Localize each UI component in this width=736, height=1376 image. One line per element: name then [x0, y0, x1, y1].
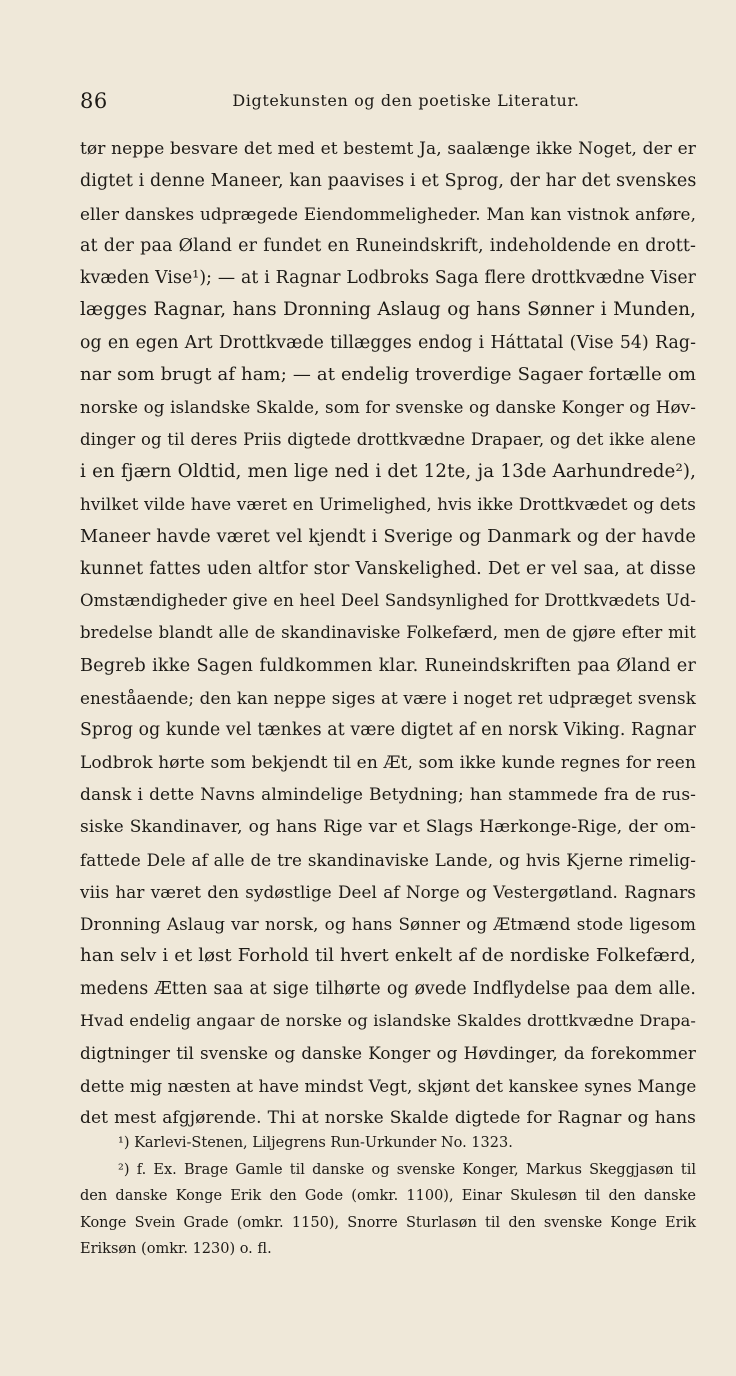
- text-line: digtninger til svenske og danske Konger og Høvdinger, da forekommer: [80, 1043, 696, 1064]
- page-number: 86: [80, 89, 108, 113]
- text-line: tør neppe besvare det med et bestemt Ja, saalænge ikke Noget, der er: [80, 139, 696, 159]
- text-line: fattede Dele af alle de tre skandinaviske Lande, og hvis Kjerne rimelig-: [80, 849, 696, 870]
- text-line: kvæden Vise¹); — at i Ragnar Lodbroks Saga flere drottkvædne Viser: [80, 268, 696, 289]
- text-line: norske og islandske Skalde, som for svenske og danske Konger og Høv-: [80, 397, 696, 418]
- text-line: eneståaende; den kan neppe siges at være i noget ret udpræget svensk: [80, 688, 696, 709]
- body-text: [80, 133, 696, 1134]
- text-line: hvilket vilde have været en Urimelighed, hvis ikke Drottkvædet og dets: [80, 494, 696, 515]
- text-line: medens Ætten saa at sige tilhørte og øvede Indflydelse paa dem alle.: [80, 978, 696, 999]
- text-line: nar som brugt af ham; — at endelig troverdige Sagaer fortælle om: [80, 364, 696, 386]
- text-line: digtet i denne Maneer, kan paavises i et Sprog, der har det svenskes: [80, 171, 697, 192]
- text-line: Omstændigheder give en heel Deel Sandsynlighed for Drottkvædets Ud-: [80, 591, 696, 611]
- text-line: det mest afgjørende. Thi at norske Skalde digtede for Ragnar og hans: [80, 1107, 696, 1128]
- text-line: Dronning Aslaug var norsk, og hans Sønner og Ætmænd stode ligesom: [80, 914, 696, 935]
- text-line: kunnet fattes uden altfor stor Vanskelighed. Det er vel saa, at disse: [80, 558, 696, 579]
- footnote-2-cont: Eriksøn (omkr. 1230) o. fl.: [80, 1241, 272, 1257]
- text-line: Maneer havde været vel kjendt i Sverige og Danmark og der havde: [80, 526, 696, 547]
- text-line: lægges Ragnar, hans Dronning Aslaug og hans Sønner i Munden,: [80, 299, 696, 321]
- text-line: Sprog og kunde vel tænkes at være digtet af en norsk Viking. Ragnar: [80, 720, 696, 741]
- text-line: i en fjærn Oldtid, men lige ned i det 12te, ja 13de Aarhundrede²),: [80, 460, 696, 482]
- running-title: Digtekunsten og den poetiske Literatur.: [232, 91, 580, 110]
- text-line: eller danskes udprægede Eiendommeligheder. Man kan vistnok anføre,: [80, 203, 696, 224]
- text-line: dansk i dette Navns almindelige Betydning; han stammede fra de rus-: [80, 784, 696, 805]
- footnote-2-cont: den danske Konge Erik den Gode (omkr. 1100), Einar Skulesøn til den danske: [80, 1188, 696, 1204]
- text-line: dette mig næsten at have mindst Vegt, skjønt det kanskee synes Mange: [80, 1075, 697, 1096]
- footnote-2-cont: Konge Svein Grade (omkr. 1150), Snorre Sturlasøn til den svenske Konge Erik: [80, 1214, 696, 1231]
- text-line: og en egen Art Drottkvæde tillægges endog i Háttatal (Vise 54) Rag-: [80, 332, 696, 353]
- text-line: bredelse blandt alle de skandinaviske Folkefærd, men de gjøre efter mit: [80, 623, 696, 643]
- page-header: [80, 89, 696, 119]
- text-line: at der paa Øland er fundet en Runeindskrift, indeholdende en drott-: [80, 235, 696, 256]
- footnotes: [80, 1130, 696, 1263]
- text-line: viis har været den sydøstlige Deel af Norge og Vestergøtland. Ragnars: [80, 881, 696, 902]
- text-line: siske Skandinaver, og hans Rige var et Slags Hærkonge-Rige, der om-: [80, 817, 696, 838]
- text-line: Lodbrok hørte som bekjendt til en Æt, som ikke kunde regnes for reen: [80, 752, 696, 773]
- footnote-1: ¹) Karlevi-Stenen, Liljegrens Run-Urkunder No. 1323.: [118, 1135, 513, 1151]
- text-line: han selv i et løst Forhold til hvert enkelt af de nordiske Folkefærd,: [80, 945, 696, 967]
- text-line: Hvad endelig angaar de norske og islandske Skaldes drottkvædne Drapa-: [80, 1011, 696, 1031]
- text-line: Begreb ikke Sagen fuldkommen klar. Runeindskriften paa Øland er: [80, 655, 696, 676]
- footnote-2: ²) f. Ex. Brage Gamle til danske og svenske Konger, Markus Skeggjasøn til: [118, 1161, 696, 1178]
- text-line: dinger og til deres Priis digtede drottkvædne Drapaer, og det ikke alene: [80, 429, 696, 449]
